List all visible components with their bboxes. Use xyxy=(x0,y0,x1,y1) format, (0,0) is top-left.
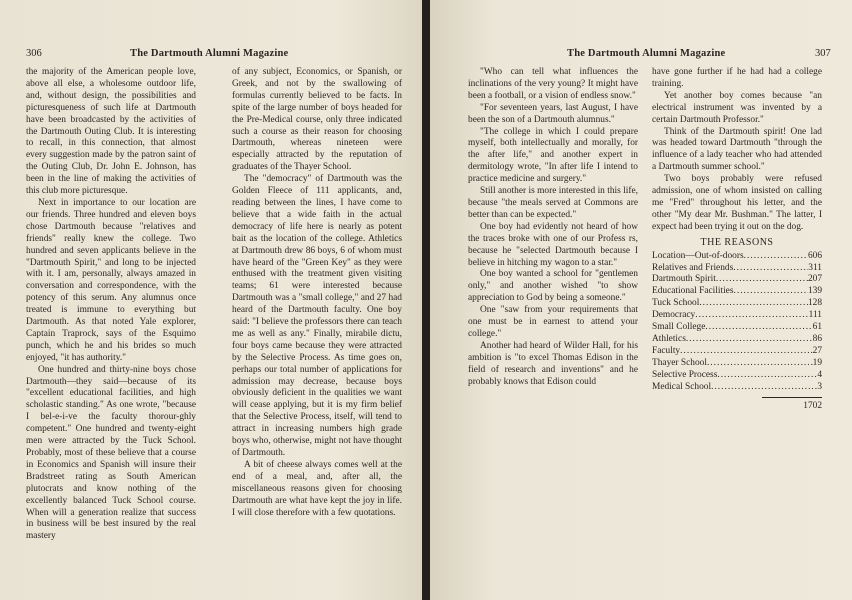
leader-dots xyxy=(717,370,817,382)
paragraph: Another had heard of Wilder Hall, for his ambition is "to excel Thomas Edison in the field of research and inventions" and he probably knows that Edison could xyxy=(468,340,638,387)
reasons-title: THE REASONS xyxy=(700,236,774,248)
leader-dots xyxy=(707,358,813,370)
running-header: The Dartmouth Alumni Magazine xyxy=(130,48,289,59)
reason-count: 19 xyxy=(812,357,822,368)
reason-count: 86 xyxy=(812,333,822,344)
reason-count: 3 xyxy=(817,381,822,392)
reason-label: Athletics xyxy=(652,333,686,344)
page-number: 306 xyxy=(26,48,42,59)
reason-row xyxy=(652,346,822,358)
reason-row xyxy=(652,322,822,334)
paragraph: "The college in which I could prepare myself, both intellectually and morally, for the after life," and another expert in dermitology wrote, "In after life I intend to practice medicine and surgery." xyxy=(468,126,638,185)
reason-label: Selective Process xyxy=(652,369,718,380)
total-rule xyxy=(762,397,822,398)
text-column xyxy=(26,67,196,543)
leader-dots xyxy=(716,274,808,286)
reason-row xyxy=(652,251,822,263)
leader-dots xyxy=(733,263,808,275)
reason-row xyxy=(652,370,822,382)
reason-label: Medical School xyxy=(652,381,712,392)
paragraph: Think of the Dartmouth spirit! One lad was headed toward Dartmouth "through the influence of a lady teacher who had attended a Dartmouth summer school." xyxy=(652,126,822,173)
reason-label: Educational Facilities xyxy=(652,286,734,297)
reason-row xyxy=(652,334,822,346)
reason-count: 128 xyxy=(807,298,822,309)
reason-row xyxy=(652,263,822,275)
text-column xyxy=(232,67,402,519)
leader-dots xyxy=(734,286,808,298)
reason-row xyxy=(652,382,822,394)
paragraph: Yet another boy comes because "an electrical instrument was invented by a certain Dartmouth Professor." xyxy=(652,90,822,125)
paragraph: One boy had evidently not heard of how the traces broke with one of our Profess rs, because he "selected Dartmouth because I believe in hitching my wagon to a star." xyxy=(468,221,638,268)
reason-count: 27 xyxy=(812,345,822,356)
paragraph: Two boys probably were refused admission, one of whom insisted on calling me "Fred" throughout his letter, and the other "My dear Mr. Bushman." The latter, I expect had been trying it out on the dog. xyxy=(652,174,822,232)
leader-dots xyxy=(705,322,812,334)
leader-dots xyxy=(744,251,808,263)
paragraph: the majority of the American people love, above all else, a wholesome outdoor life, and, without design, the possibilities and picturesqueness of such life at Dartmouth have been broadcasted by the activities of the Dartmouth Outing Club. It is interesting to recall, in this connection, that almost every suggestion made by the patron saint of the Outing Club, Dr. John E. Johnson, has been in the line of making the activities of this club more picturesque. xyxy=(26,67,196,197)
paragraph: One boy wanted a school for "gentlemen only," and another wished "to show appreciation to God by being a someone." xyxy=(468,269,638,304)
paragraph: The "democracy" of Dartmouth was the Golden Fleece of 111 applicants, and, reading between the lines, I have come to believe that a wide faith in the actual democracy of life here is nearly as potent bait as the location of the college. Athletics at Dartmouth drew 86 boys, 6 of whom must have heard of the "Green Key" as they were enthused with the treatment given visiting teams; 61 were interested because Dartmouth was a "small college," and 27 had heard of the Dartmouth faculty. One boy said: "I believe the professors there can teach me as well as any." Finally, mirabile dictu, four boys came because they were attracted by the Selective Process. As time goes on, perhaps our total number of applications for admission may decrease, because boys obviously deficient in the qualities we want will cease applying, but it is my firm belief that the Selective Process, itself, will tend to attract in increasing numbers high grade boys who, otherwise, might not have thought of Dartmouth. xyxy=(232,174,402,458)
reason-row xyxy=(652,286,822,298)
reason-count: 4 xyxy=(817,369,822,380)
leader-dots xyxy=(686,334,813,346)
reason-row xyxy=(652,274,822,286)
left-page xyxy=(0,0,422,600)
reason-count: 311 xyxy=(808,262,822,273)
paragraph: A bit of cheese always comes well at the end of a meal, and, after all, the miscellaneous reasons given for choosing Dartmouth are what have kept the joy in life. I will close therefore with a few quotations. xyxy=(232,459,402,518)
reason-row xyxy=(652,310,822,322)
reasons-total: 1702 xyxy=(803,401,822,412)
paragraph: have gone further if he had had a college training. xyxy=(652,67,822,89)
paragraph: One hundred and thirty-nine boys chose Dartmouth—they said—because of its "excellent educational facilities, and high scholastic standing." As one wrote, "because I bel-e-i-ve the faculty thorour-ghly competent." One hundred and twenty-eight men were attracted by the Tuck School. Probably, most of these believe that a course in Economics and Spanish will insure their Bradstreet rating as South American plutocrats and know nothing of the excellently balanced Tuck School course. When will a generation realize that success in business will be best insured by the real mastery xyxy=(26,364,196,542)
running-header: The Dartmouth Alumni Magazine xyxy=(567,48,726,59)
reason-label: Dartmouth Spirit xyxy=(652,274,716,285)
reason-label: Small College xyxy=(652,322,706,333)
paragraph: Still another is more interested in this life, because "the meals served at Commons are better than can be expected." xyxy=(468,186,638,220)
paragraph: "For seventeen years, last August, I have been the son of a Dartmouth alumnus." xyxy=(468,102,638,125)
right-page xyxy=(430,0,852,600)
page-gutter xyxy=(422,0,430,600)
leader-dots xyxy=(711,382,817,394)
reason-count: 61 xyxy=(812,322,822,333)
reason-row xyxy=(652,298,822,310)
reason-count: 606 xyxy=(807,250,822,261)
leader-dots xyxy=(699,298,808,310)
text-block xyxy=(652,67,822,234)
paragraph: Next in importance to our location are our friends. Three hundred and eleven boys chose Dartmouth because "relatives and friends" really knew the college. Two hundred and seven applicants believe in the "Dartmouth Spirit," and long to be injected with it. I am, personally, always amazed in conversation and correspondence, with the potency of this serum. Any alumnus once treated is immune to everything but Dartmouth. As that noted Yale explorer, Captain Traprock, says of the Esquimo punch, which he and his brides so much enjoyed, "it has authority." xyxy=(26,197,196,363)
text-column-with-table xyxy=(652,67,822,413)
reasons-table xyxy=(652,251,822,394)
reason-row xyxy=(652,358,822,370)
reason-count: 139 xyxy=(807,286,822,297)
paragraph: "Who can tell what influences the inclinations of the very young? It might have been a football, or a vision of endless snow." xyxy=(468,67,638,101)
paragraph: of any subject, Economics, or Spanish, or Greek, and not by the swallowing of formulas currently believed to be facts. In spite of the large number of boys headed for the Pre-Medical course, only three indicated such a course as their reason for choosing Dartmouth, whereas nineteen were especially attracted by the reputation of graduates of the Thayer School. xyxy=(232,67,402,173)
text-column xyxy=(468,67,638,388)
paragraph: One "saw from your requirements that one must be in earnest to attend your college." xyxy=(468,305,638,339)
reason-label: Tuck School xyxy=(652,298,700,309)
reason-count: 207 xyxy=(807,274,822,285)
reason-count: 111 xyxy=(808,310,822,321)
leader-dots xyxy=(695,310,808,322)
leader-dots xyxy=(680,346,813,358)
reason-label: Faculty xyxy=(652,345,681,356)
reason-label: Thayer School xyxy=(652,357,707,368)
reason-label: Relatives and Friends xyxy=(652,262,734,273)
reason-label: Location—Out-of-doors xyxy=(652,250,744,261)
reason-label: Democracy xyxy=(652,310,696,321)
page-number: 307 xyxy=(815,48,831,59)
